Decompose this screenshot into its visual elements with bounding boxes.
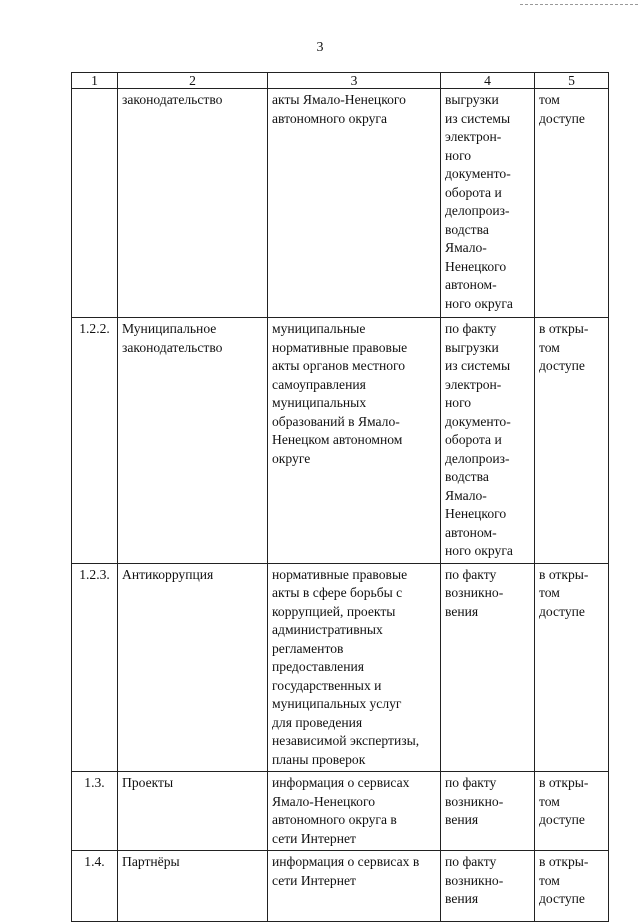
row-content: информация о сервисах Ямало-Ненецкого автономного округа в сети Интернет [268, 772, 441, 851]
table-row [72, 772, 609, 851]
row-access: том доступе [535, 89, 609, 318]
column-header-2: 2 [118, 73, 268, 89]
row-section: Антикоррупция [118, 563, 268, 772]
table-header-row [72, 73, 609, 89]
table-row [72, 318, 609, 564]
column-header-5: 5 [535, 73, 609, 89]
table-row [72, 563, 609, 772]
row-section: Муниципальное законодательство [118, 318, 268, 564]
row-access: в откры- том доступе [535, 772, 609, 851]
row-section: законодательство [118, 89, 268, 318]
row-period: по факту возникно- вения [441, 772, 535, 851]
row-period: выгрузки из системы электрон- ного документо- оборота и делопроиз- водства Ямало- Ненецкого автоном- ного округа [441, 89, 535, 318]
column-header-3: 3 [268, 73, 441, 89]
row-section: Проекты [118, 772, 268, 851]
row-section: Партнёры [118, 851, 268, 922]
row-number: 1.4. [72, 851, 118, 922]
row-access: в откры- том доступе [535, 851, 609, 922]
row-content: нормативные правовые акты в сфере борьбы с коррупцией, проекты административных регламентов предоставления государственных и муниципальных услуг для проведения независимой экспертизы, планы проверок [268, 563, 441, 772]
table-row [72, 851, 609, 922]
scan-corner-mark [520, 4, 638, 8]
row-access: в откры- том доступе [535, 318, 609, 564]
table-row [72, 89, 609, 318]
column-header-4: 4 [441, 73, 535, 89]
row-number [72, 89, 118, 318]
row-period: по факту выгрузки из системы электрон- ного документо- оборота и делопроиз- водства Ямало- Ненецкого автоном- ного округа [441, 318, 535, 564]
row-content: акты Ямало-Ненецкого автономного округа [268, 89, 441, 318]
row-period: по факту возникно- вения [441, 851, 535, 922]
document-table [71, 72, 609, 922]
row-content: информация о сервисах в сети Интернет [268, 851, 441, 922]
row-number: 1.3. [72, 772, 118, 851]
row-number: 1.2.3. [72, 563, 118, 772]
row-content: муниципальные нормативные правовые акты органов местного самоуправления муниципальных образований в Ямало- Ненецком автономном округе [268, 318, 441, 564]
row-number: 1.2.2. [72, 318, 118, 564]
page-number: 3 [316, 40, 324, 55]
row-period: по факту возникно- вения [441, 563, 535, 772]
column-header-1: 1 [72, 73, 118, 89]
row-access: в откры- том доступе [535, 563, 609, 772]
